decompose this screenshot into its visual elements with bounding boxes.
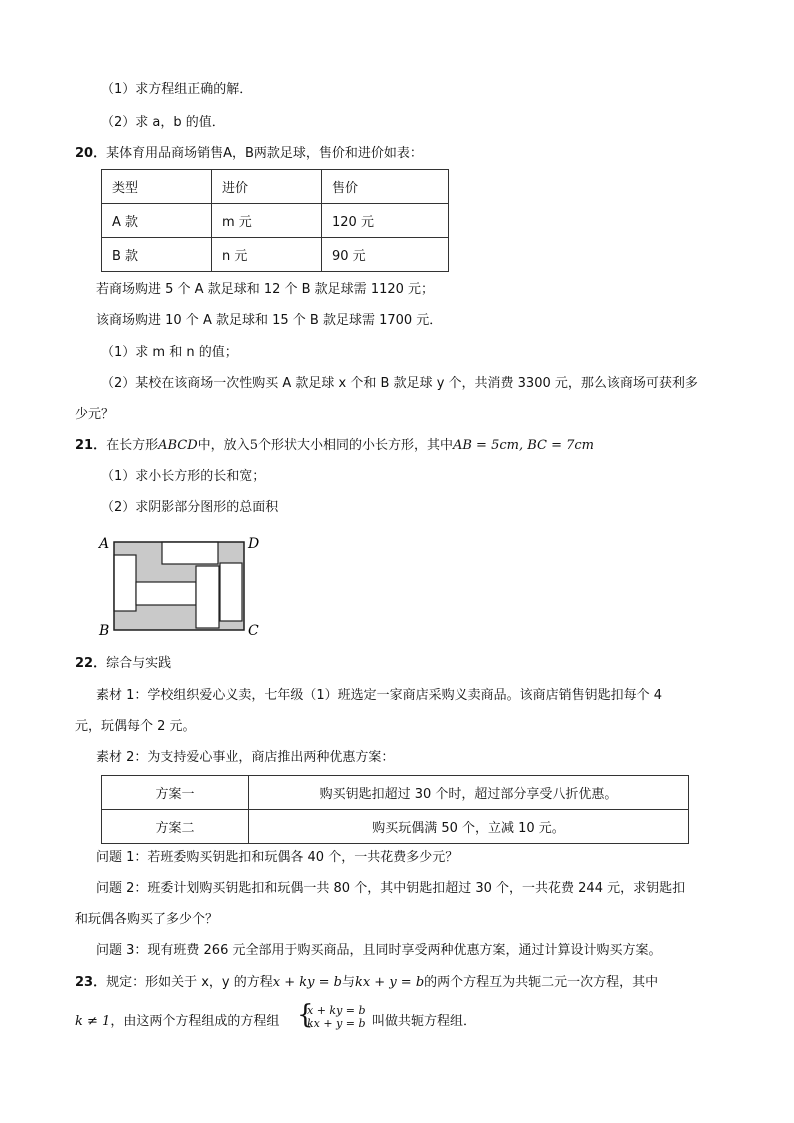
q22-number: 22． <box>75 656 107 671</box>
system-equation2: kx + y = b <box>307 1017 366 1030</box>
small-rectangle <box>136 582 196 605</box>
q21-part2: （2）求阴影部分图形的总面积 <box>101 500 279 515</box>
q20-part1: （1）求 m 和 n 的值； <box>101 345 238 360</box>
table-cell: A 款 <box>102 204 212 238</box>
small-rectangle <box>220 563 242 621</box>
q20-number: 20． <box>75 146 107 161</box>
q21-rect-name: ABCD <box>158 438 198 453</box>
q23-stem <box>75 974 658 992</box>
q23-stem-b: 的两个方程互为共轭二元一次方程，其中 <box>424 975 659 990</box>
q21-part1: （1）求小长方形的长和宽； <box>101 469 266 484</box>
q21-stem-c: 个形状大小相同的小长方形，其中 <box>257 438 453 453</box>
table-row <box>102 810 689 844</box>
q20-condition-1: 若商场购进 5 个 A 款足球和 12 个 B 款足球需 1120 元； <box>96 282 435 297</box>
table-cell: 90 元 <box>322 238 449 272</box>
q23-stem-line2 <box>75 1013 279 1031</box>
q23-mid: 与 <box>341 975 355 990</box>
plan-description: 购买钥匙扣超过 30 个时，超过部分享受八折优惠。 <box>249 776 689 810</box>
plan-name: 方案二 <box>102 810 249 844</box>
table-header-cell: 进价 <box>212 170 322 204</box>
vertex-label-a: A <box>99 536 110 552</box>
q23-stem-end: 叫做共轭方程组． <box>372 1014 477 1029</box>
q22-plans-table <box>101 775 689 844</box>
system-equation1: x + ky = b <box>307 1004 366 1017</box>
table-cell: m 元 <box>212 204 322 238</box>
q21-count: 5 <box>249 438 258 453</box>
plan-name: 方案一 <box>102 776 249 810</box>
q22-question3: 问题 3：现有班费 266 元全部用于购买商品，且同时享受两种优惠方案，通过计算设计购买方案。 <box>96 943 662 958</box>
q23-number: 23． <box>75 975 107 990</box>
small-rectangle <box>162 542 218 564</box>
q19-part2: （2）求 a，b 的值． <box>101 115 225 130</box>
table-cell: n 元 <box>212 238 322 272</box>
q22-heading <box>75 655 171 673</box>
table-row <box>102 238 449 272</box>
table-header-row <box>102 170 449 204</box>
vertex-label-d: D <box>248 536 260 552</box>
q22-title: 综合与实践 <box>106 656 172 671</box>
q22-material1-cont: 元，玩偶每个 2 元。 <box>75 719 196 734</box>
q21-number: 21． <box>75 438 107 453</box>
q20-price-table <box>101 169 449 272</box>
q21-stem-b: 中，放入 <box>197 438 250 453</box>
q21-rectangle-figure <box>95 530 270 640</box>
small-rectangle <box>196 566 219 628</box>
q20-part2: （2）某校在该商场一次性购买 A 款足球 x 个和 B 款足球 y 个，共消费 3300 元，那么该商场可获利多 <box>101 376 698 391</box>
q22-material2: 素材 2：为支持爱心事业，商店推出两种优惠方案： <box>96 750 395 765</box>
vertex-label-b: B <box>99 623 110 639</box>
q22-material1: 素材 1：学校组织爱心义卖，七年级（1）班选定一家商店采购义卖商品。该商店销售钥匙扣每个 4 <box>96 688 663 703</box>
q21-stem <box>75 437 594 455</box>
q23-stem-a: 规定：形如关于 x，y 的方程 <box>106 975 273 990</box>
q23-equation1: x + ky = b <box>272 975 342 990</box>
q23-stem-c: ，由这两个方程组成的方程组 <box>110 1014 280 1029</box>
q20-stem <box>75 145 423 163</box>
table-cell: 120 元 <box>322 204 449 238</box>
q22-question1: 问题 1：若班委购买钥匙扣和玩偶各 40 个，一共花费多少元？ <box>96 850 459 865</box>
plan-description: 购买玩偶满 50 个，立减 10 元。 <box>249 810 689 844</box>
table-row <box>102 776 689 810</box>
table-cell: B 款 <box>102 238 212 272</box>
q19-part1: （1）求方程组正确的解． <box>101 82 253 97</box>
q20-stem-text: 某体育用品商场销售A，B两款足球，售价和进价如表： <box>106 146 423 161</box>
q22-question2-cont: 和玩偶各购买了多少个？ <box>75 912 219 927</box>
small-rectangle <box>114 555 136 611</box>
vertex-label-c: C <box>248 623 259 639</box>
q20-condition-2: 该商场购进 10 个 A 款足球和 15 个 B 款足球需 1700 元． <box>96 313 443 328</box>
q22-question2: 问题 2：班委计划购买钥匙扣和玩偶一共 80 个，其中钥匙扣超过 30 个，一共花费 244 元，求钥匙扣 <box>96 881 686 896</box>
table-header-cell: 类型 <box>102 170 212 204</box>
table-row <box>102 204 449 238</box>
q23-equation2: kx + y = b <box>354 975 425 990</box>
q21-stem-a: 在长方形 <box>106 438 159 453</box>
system-brace: { <box>297 1000 314 1030</box>
q23-k-condition: k ≠ 1 <box>75 1014 111 1029</box>
table-header-cell: 售价 <box>322 170 449 204</box>
q20-part2-cont: 少元？ <box>75 407 115 422</box>
q21-condition: AB = 5cm, BC = 7cm <box>452 438 595 453</box>
